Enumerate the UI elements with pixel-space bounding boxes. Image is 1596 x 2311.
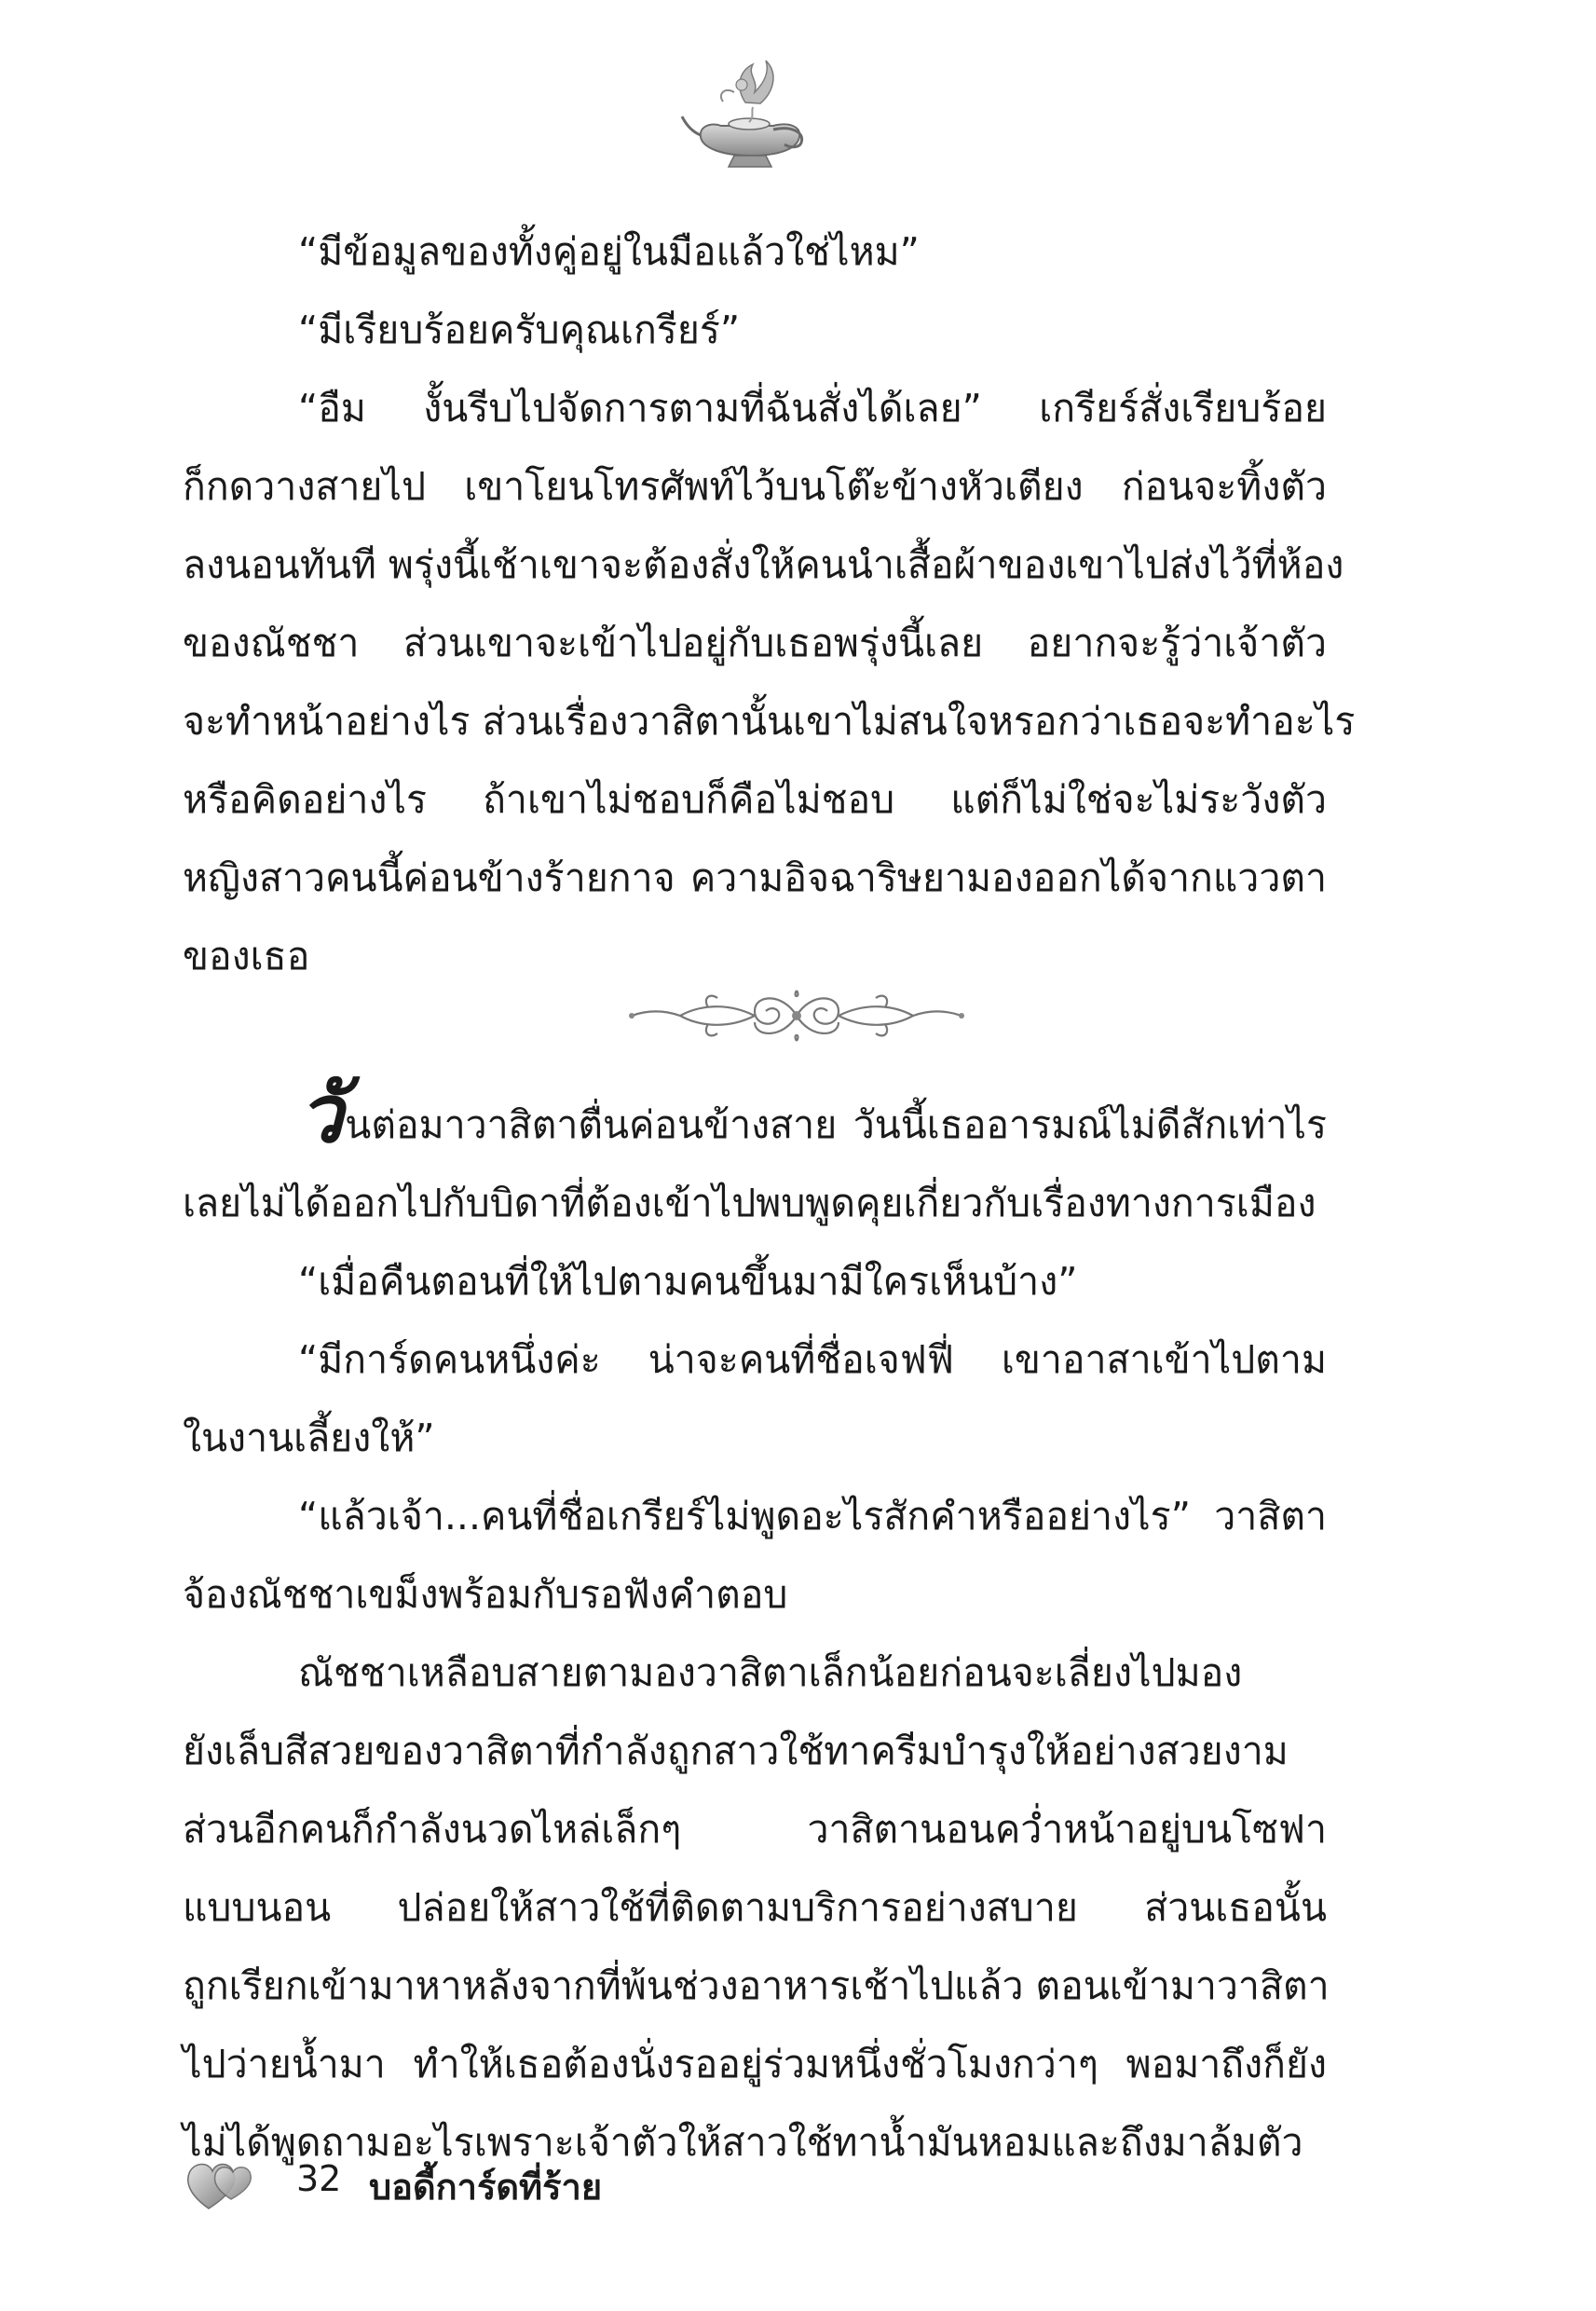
page-number: 32 xyxy=(296,2158,342,2199)
paragraph-line: หรือคิดอย่างไร ถ้าเขาไม่ชอบก็คือไม่ชอบ แต่ก็ไม่ใช่จะไม่ระวังตัว xyxy=(183,777,1327,822)
paragraph-line: ส่วนอีกคนก็กำลังนวดไหล่เล็กๆ วาสิตานอนคว่ำหน้าอยู่บนโซฟา xyxy=(183,1807,1327,1852)
paragraph-line: ของเธอ xyxy=(183,934,310,978)
lamp-with-angel-icon xyxy=(680,51,820,191)
book-title: บอดี้การ์ดที่ร้าย xyxy=(369,2167,603,2208)
paragraph-line: ก็กดวางสายไป เขาโยนโทรศัพท์ไว้บนโต๊ะข้างหัวเตียง ก่อนจะทิ้งตัว xyxy=(183,464,1327,509)
paragraph-line: “แล้วเจ้า...คนที่ชื่อเกรียร์ไม่พูดอะไรสักคำหรืออย่างไร” วาสิตา xyxy=(298,1494,1327,1538)
paragraph-line: “เมื่อคืนตอนที่ให้ไปตามคนขึ้นมามีใครเห็นบ้าง” xyxy=(298,1259,1078,1304)
paragraph-line: ลงนอนทันที พรุ่งนี้เช้าเขาจะต้องสั่งให้คนนำเสื้อผ้าของเขาไปส่งไว้ที่ห้อง xyxy=(183,542,1344,587)
paragraph-line: ไม่ได้พูดถามอะไรเพราะเจ้าตัวให้สาวใช้ทาน้ำมันหอมและถึงมาล้มตัว xyxy=(183,2120,1303,2165)
paragraph-line: “มีข้อมูลของทั้งคู่อยู่ในมือแล้วใช่ไหม” xyxy=(298,229,920,274)
paragraph-line: จะทำหน้าอย่างไร ส่วนเรื่องวาสิตานั้นเขาไม่สนใจหรอกว่าเธอจะทำอะไร xyxy=(183,699,1356,744)
paragraph-line: “มีการ์ดคนหนึ่งค่ะ น่าจะคนที่ชื่อเจฟฟี่ เขาอาสาเข้าไปตาม xyxy=(298,1337,1327,1382)
paragraph-line: ยังเล็บสีสวยของวาสิตาที่กำลังถูกสาวใช้ทาครีมบำรุงให้อย่างสวยงาม xyxy=(183,1729,1289,1773)
page-footer xyxy=(183,2143,928,2227)
paragraph-line: ณัชชาเหลือบสายตามองวาสิตาเล็กน้อยก่อนจะเลี่ยงไปมอง xyxy=(298,1650,1243,1695)
hearts-icon xyxy=(183,2143,266,2218)
text-block-1 xyxy=(183,212,1356,995)
paragraph-line: ของณัชชา ส่วนเขาจะเข้าไปอยู่กับเธอพรุ่งนี้เลย อยากจะรู้ว่าเจ้าตัว xyxy=(183,621,1327,665)
paragraph-line: “อืม งั้นรีบไปจัดการตามที่ฉันสั่งได้เลย” เกรียร์สั่งเรียบร้อย xyxy=(298,386,1327,431)
drop-cap: วั xyxy=(298,1067,344,1161)
paragraph-line: เลยไม่ได้ออกไปกับบิดาที่ต้องเข้าไปพบพูดคุยเกี่ยวกับเรื่องทางการเมือง xyxy=(183,1181,1316,1225)
paragraph-line: ถูกเรียกเข้ามาหาหลังจากที่พ้นช่วงอาหารเช้าไปแล้ว ตอนเข้ามาวาสิตา xyxy=(183,1963,1330,2008)
scroll-flourish-divider xyxy=(615,974,978,1058)
paragraph-line: จ้องณัชชาเขม็งพร้อมกับรอฟังคำตอบ xyxy=(183,1572,788,1617)
text-block-2 xyxy=(183,1067,1330,2181)
paragraph-line: แบบนอน ปล่อยให้สาวใช้ที่ติดตามบริการอย่างสบาย ส่วนเธอนั้น xyxy=(183,1885,1327,1930)
paragraph-line: “มีเรียบร้อยครับคุณเกรียร์” xyxy=(298,308,741,352)
first-line-text: นต่อมาวาสิตาตื่นค่อนข้างสาย วันนี้เธออารมณ์ไม่ดีสักเท่าไร xyxy=(345,1102,1327,1147)
paragraph-line: หญิงสาวคนนี้ค่อนข้างร้ายกาจ ความอิจฉาริษยามองออกได้จากแววตา xyxy=(183,855,1327,900)
paragraph-line: ไปว่ายน้ำมา ทำให้เธอต้องนั่งรออยู่ร่วมหนึ่งชั่วโมงกว่าๆ พอมาถึงก็ยัง xyxy=(183,2042,1327,2086)
paragraph-line: ในงานเลี้ยงให้” xyxy=(183,1415,435,1460)
paragraph-line-with-dropcap xyxy=(183,1067,1327,1164)
